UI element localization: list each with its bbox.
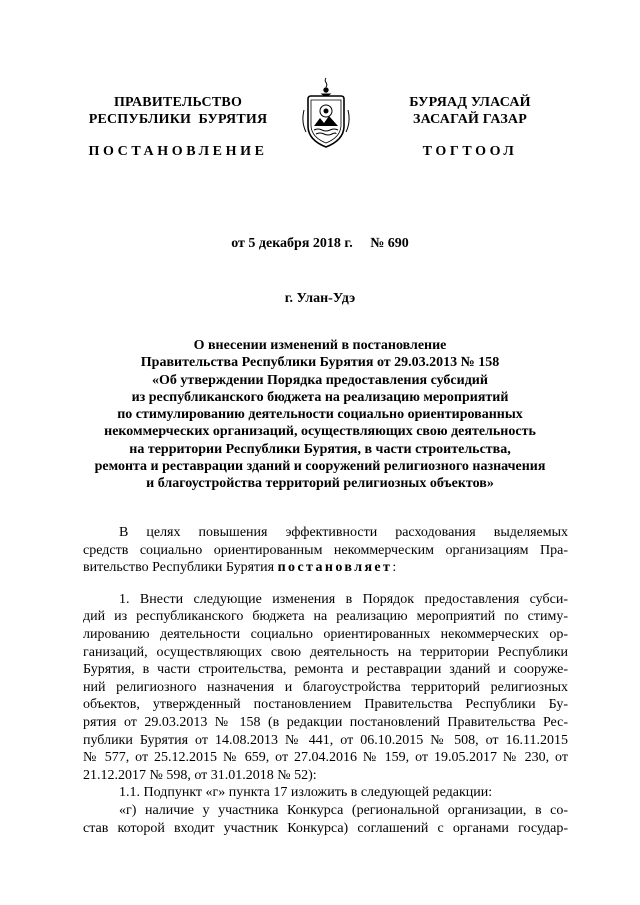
item1-line: 1. Внести следующие изменения в Порядок предоставления субси-	[119, 591, 568, 607]
item1-line: публики Бурятия от 14.08.2013 № 441, от 06.10.2015 № 508, от 16.11.2015	[83, 732, 568, 748]
header-left-line-1: ПРАВИТЕЛЬСТВО	[113, 95, 243, 110]
header-left-line-2: РЕСПУБЛИКИ БУРЯТИЯ	[88, 112, 268, 127]
title-line: на территории Республики Бурятия, в части строительства,	[129, 441, 511, 457]
date-line: от 5 декабря 2018 г. № 690	[231, 236, 409, 251]
title-line: О внесении изменений в постановление	[193, 338, 447, 353]
preamble-prefix: вительство Республики Бурятия	[83, 560, 278, 576]
header-right	[372, 94, 568, 128]
item1-line: объектов, утвержденный постановлением Правительства Республики Бу-	[83, 697, 568, 713]
header-right-line-1: БУРЯАД УЛАСАЙ	[409, 95, 531, 110]
item1-line: Бурятия, в части строительства, ремонта и реставрации зданий и сооруже-	[83, 662, 568, 678]
doctype-right: ТОГТООЛ	[422, 144, 518, 159]
quote-line: став которой входит участник Конкурса) соглашений с органами государ-	[83, 820, 568, 836]
preamble-suffix: :	[392, 560, 397, 576]
item1-1-line: 1.1. Подпункт «г» пункта 17 изложить в следующей редакции:	[119, 785, 493, 801]
title-line: и благоустройства территорий религиозных объектов»	[146, 476, 494, 492]
item1-line: № 577, от 25.12.2015 № 659, от 27.04.2016 № 159, от 19.05.2017 № 230, от	[83, 750, 568, 766]
resolves-word: постановляет	[277, 560, 393, 576]
title-line: Правительства Республики Бурятия от 29.03.2013 № 158	[140, 355, 500, 371]
item1-line: лированию деятельности социально ориентированных некоммерческих ор-	[83, 626, 568, 642]
document-body	[83, 524, 568, 837]
title-line: некоммерческих организаций, осуществляющих свою деятельность	[104, 424, 536, 440]
doctype-left: ПОСТАНОВЛЕНИЕ	[88, 144, 268, 159]
item1-line: ганизаций, осуществляющих свою деятельность на территории Республики	[83, 644, 568, 660]
title-line: ремонта и реставрации зданий и сооружений религиозного назначения	[94, 459, 546, 475]
quote-line: «г) наличие у участника Конкурса (региональной организации, в со-	[119, 802, 568, 818]
item1-line: рятия от 29.03.2013 № 158 (в редакции постановлений Правительства Рес-	[83, 714, 568, 730]
item1-line: дий из республиканского бюджета на реализацию мероприятий по стиму-	[83, 609, 568, 625]
header-left	[78, 94, 278, 128]
preamble-line-last	[83, 559, 568, 577]
title-line: из республиканского бюджета на реализацию мероприятий	[131, 389, 509, 405]
item1-line: 21.12.2017 № 598, от 31.01.2018 № 52):	[83, 767, 317, 783]
item1-line: ний религиозного назначения и благоустройства территорий религиозных	[83, 679, 568, 695]
preamble-line: В целях повышения эффективности расходования выделяемых	[119, 525, 568, 540]
coat-of-arms-emblem	[300, 76, 352, 150]
city: г. Улан-Удэ	[284, 291, 356, 306]
document-title	[70, 337, 570, 493]
title-line: по стимулированию деятельности социально ориентированных	[117, 407, 523, 423]
header-right-line-2: ЗАСАГАЙ ГАЗАР	[412, 112, 527, 127]
preamble-line: средств социально ориентированным некоммерческим организациям Пра-	[83, 542, 568, 558]
title-line: «Об утверждении Порядка предоставления субсидий	[152, 372, 488, 388]
